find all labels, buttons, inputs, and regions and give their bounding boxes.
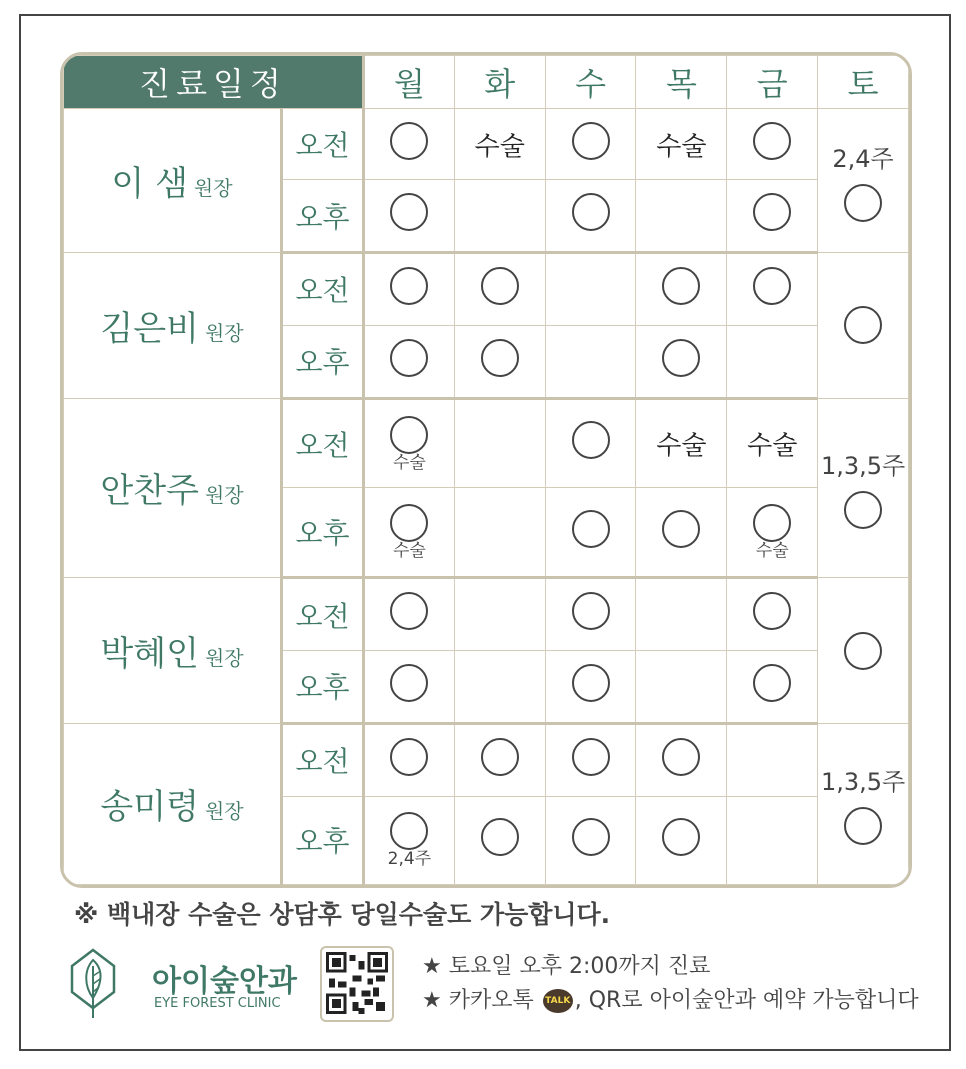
schedule-cell <box>364 723 455 796</box>
day-sat: 토 <box>818 56 909 109</box>
schedule-cell <box>364 651 455 724</box>
schedule-cell <box>545 109 636 180</box>
time-slot-label: 오전 <box>282 253 364 326</box>
header-row <box>64 56 909 109</box>
open-circle-icon <box>572 592 610 630</box>
schedule-cell <box>364 180 455 253</box>
schedule-cell <box>454 796 545 884</box>
qr-code[interactable] <box>320 946 394 1022</box>
doctor-name-cell <box>64 253 282 399</box>
doctor-name: 이 샘 <box>111 164 188 205</box>
schedule-cell <box>727 796 818 884</box>
schedule-mark-with-note <box>365 812 454 868</box>
schedule-cell <box>727 578 818 651</box>
schedule-cell <box>727 488 818 578</box>
doctor-name-cell <box>64 723 282 884</box>
schedule-sub-note: 수술 <box>392 541 426 562</box>
doctor-name-cell <box>64 578 282 724</box>
schedule-row <box>64 109 909 180</box>
schedule-cell <box>364 109 455 180</box>
schedule-title: 진료일정 <box>64 56 364 109</box>
schedule-cell <box>727 651 818 724</box>
schedule-cell <box>454 325 545 398</box>
open-circle-icon <box>390 122 428 160</box>
notice-booking-prefix: ★ 카카오톡 <box>422 988 534 1013</box>
day-tue: 화 <box>454 56 545 109</box>
time-slot-label: 오후 <box>282 488 364 578</box>
doctor-name: 안찬주 <box>100 471 199 512</box>
schedule-cell <box>454 109 545 180</box>
schedule-cell <box>454 180 545 253</box>
open-circle-icon <box>753 504 791 542</box>
doctor-role: 원장 <box>193 176 233 201</box>
doctor-name: 박혜인 <box>100 634 199 675</box>
saturday-week-note: 1,3,5주 <box>820 452 906 481</box>
saturday-cell <box>818 253 909 399</box>
schedule-cell <box>636 578 727 651</box>
schedule-cell <box>545 398 636 488</box>
open-circle-icon <box>662 738 700 776</box>
schedule-cell <box>636 723 727 796</box>
open-circle-icon <box>481 267 519 305</box>
schedule-table <box>63 55 909 885</box>
open-circle-icon <box>572 510 610 548</box>
open-circle-icon <box>390 416 428 454</box>
schedule-cell <box>545 180 636 253</box>
schedule-cell <box>454 253 545 326</box>
clinic-name: 아이숲안과 <box>152 964 297 999</box>
schedule-cell <box>454 651 545 724</box>
schedule-row <box>64 578 909 651</box>
schedule-cell <box>545 578 636 651</box>
doctor-name-cell <box>64 398 282 578</box>
schedule-text: 수술 <box>474 131 525 162</box>
schedule-cell <box>454 398 545 488</box>
schedule-cell <box>545 325 636 398</box>
saturday-cell <box>818 578 909 724</box>
time-slot-label: 오후 <box>282 796 364 884</box>
schedule-cell <box>545 723 636 796</box>
schedule-cell <box>545 253 636 326</box>
schedule-cell <box>545 796 636 884</box>
open-circle-icon <box>481 818 519 856</box>
time-slot-label: 오후 <box>282 651 364 724</box>
open-circle-icon <box>572 122 610 160</box>
open-circle-icon <box>753 193 791 231</box>
notice-booking <box>422 984 919 1018</box>
open-circle-icon <box>662 339 700 377</box>
schedule-cell <box>545 488 636 578</box>
qr-code-icon <box>326 952 388 1014</box>
doctor-name: 송미령 <box>100 787 199 828</box>
day-wed: 수 <box>545 56 636 109</box>
open-circle-icon <box>390 339 428 377</box>
open-circle-icon <box>481 339 519 377</box>
schedule-cell <box>727 253 818 326</box>
open-circle-icon <box>753 664 791 702</box>
notice-hours: ★ 토요일 오후 2:00까지 진료 <box>422 954 711 979</box>
schedule-cell <box>727 723 818 796</box>
schedule-mark-with-note <box>365 504 454 560</box>
schedule-cell <box>727 398 818 488</box>
doctor-name: 김은비 <box>100 308 199 349</box>
open-circle-icon <box>753 592 791 630</box>
schedule-cell <box>636 488 727 578</box>
open-circle-icon <box>390 267 428 305</box>
schedule-cell <box>727 180 818 253</box>
open-circle-icon <box>753 267 791 305</box>
open-circle-icon <box>572 664 610 702</box>
saturday-cell <box>818 398 909 578</box>
time-slot-label: 오후 <box>282 180 364 253</box>
schedule-sub-note: 수술 <box>392 452 426 473</box>
schedule-cell <box>636 253 727 326</box>
open-circle-icon <box>390 193 428 231</box>
day-fri: 금 <box>727 56 818 109</box>
footnote: ※ 백내장 수술은 상담후 당일수술도 가능합니다. <box>74 900 611 929</box>
leaf-logo-icon <box>66 946 120 1020</box>
open-circle-icon <box>390 592 428 630</box>
schedule-cell <box>454 578 545 651</box>
schedule-text: 수술 <box>656 431 707 462</box>
doctor-role: 원장 <box>204 646 244 671</box>
schedule-cell <box>364 325 455 398</box>
schedule-cell <box>636 180 727 253</box>
doctor-name-cell <box>64 109 282 253</box>
notice-block <box>422 950 919 1018</box>
schedule-cell <box>364 578 455 651</box>
schedule-mark-with-note <box>365 416 454 472</box>
schedule-sub-note: 2,4주 <box>387 849 432 870</box>
time-slot-label: 오전 <box>282 398 364 488</box>
saturday-cell <box>818 723 909 884</box>
schedule-cell <box>454 488 545 578</box>
open-circle-icon <box>390 664 428 702</box>
open-circle-icon <box>844 184 882 222</box>
open-circle-icon <box>572 738 610 776</box>
schedule-row <box>64 398 909 488</box>
schedule-cell <box>364 253 455 326</box>
schedule-body <box>64 109 909 885</box>
open-circle-icon <box>572 421 610 459</box>
time-slot-label: 오후 <box>282 325 364 398</box>
open-circle-icon <box>844 491 882 529</box>
doctor-role: 원장 <box>204 483 244 508</box>
saturday-week-note: 1,3,5주 <box>820 768 906 797</box>
open-circle-icon <box>572 193 610 231</box>
time-slot-label: 오전 <box>282 723 364 796</box>
schedule-cell <box>364 488 455 578</box>
schedule-table-wrap <box>60 52 912 888</box>
saturday-week-note: 2,4주 <box>832 145 894 174</box>
schedule-text: 수술 <box>747 431 798 462</box>
open-circle-icon <box>481 738 519 776</box>
schedule-sub-note: 수술 <box>755 541 789 562</box>
open-circle-icon <box>390 738 428 776</box>
schedule-row <box>64 723 909 796</box>
open-circle-icon <box>662 510 700 548</box>
schedule-cell <box>727 325 818 398</box>
schedule-cell <box>364 796 455 884</box>
clinic-name-en: EYE FOREST CLINIC <box>154 996 281 1011</box>
open-circle-icon <box>844 807 882 845</box>
time-slot-label: 오전 <box>282 109 364 180</box>
doctor-role: 원장 <box>204 799 244 824</box>
open-circle-icon <box>390 812 428 850</box>
open-circle-icon <box>662 267 700 305</box>
open-circle-icon <box>572 818 610 856</box>
schedule-cell <box>364 398 455 488</box>
open-circle-icon <box>753 122 791 160</box>
schedule-cell <box>545 651 636 724</box>
schedule-cell <box>636 651 727 724</box>
saturday-cell <box>818 109 909 253</box>
time-slot-label: 오전 <box>282 578 364 651</box>
notice-booking-suffix: , QR로 아이숲안과 예약 가능합니다 <box>574 988 919 1013</box>
schedule-cell <box>636 398 727 488</box>
open-circle-icon <box>662 818 700 856</box>
day-mon: 월 <box>364 56 455 109</box>
open-circle-icon <box>844 306 882 344</box>
schedule-cell <box>636 109 727 180</box>
schedule-mark-with-note <box>727 504 817 560</box>
day-thu: 목 <box>636 56 727 109</box>
schedule-cell <box>454 723 545 796</box>
schedule-cell <box>636 796 727 884</box>
schedule-cell <box>636 325 727 398</box>
schedule-text: 수술 <box>656 131 707 162</box>
kakaotalk-icon[interactable]: TALK <box>543 989 573 1013</box>
doctor-role: 원장 <box>204 320 244 345</box>
schedule-cell <box>727 109 818 180</box>
schedule-row <box>64 253 909 326</box>
open-circle-icon <box>844 632 882 670</box>
open-circle-icon <box>390 504 428 542</box>
